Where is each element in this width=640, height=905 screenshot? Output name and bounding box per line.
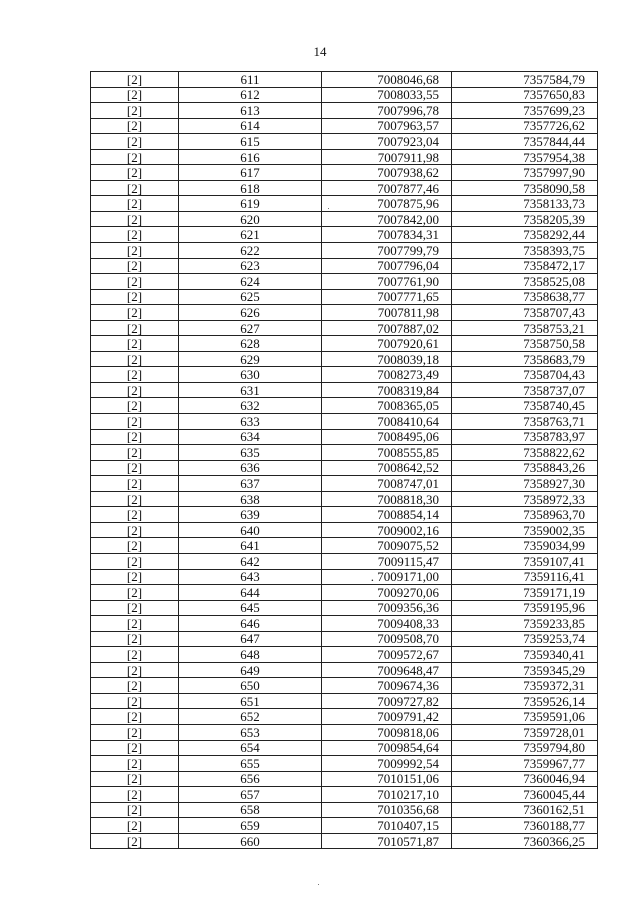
- x-coordinate-cell: 7008410,64: [322, 414, 452, 430]
- table-row: [91, 709, 598, 725]
- contour-ref-cell: [2]: [91, 740, 179, 756]
- page-number: 14: [313, 44, 327, 59]
- contour-ref-cell: [2]: [91, 382, 179, 398]
- y-coordinate-cell: 7359116,41: [452, 569, 598, 585]
- point-number-cell: 640: [179, 522, 322, 538]
- contour-ref-cell: [2]: [91, 802, 179, 818]
- table-row: [91, 180, 598, 196]
- table-row: [91, 662, 598, 678]
- point-number-cell: 630: [179, 367, 322, 383]
- x-coordinate-cell: 7007799,79: [322, 243, 452, 259]
- x-coordinate-cell: 7008273,49: [322, 367, 452, 383]
- table-row: [91, 445, 598, 461]
- y-coordinate-cell: 7358707,43: [452, 305, 598, 321]
- y-coordinate-cell: 7358740,45: [452, 398, 598, 414]
- contour-ref-cell: [2]: [91, 771, 179, 787]
- point-number-cell: 616: [179, 149, 322, 165]
- y-coordinate-cell: 7359591,06: [452, 709, 598, 725]
- table-row: [91, 631, 598, 647]
- y-coordinate-cell: 7358963,70: [452, 507, 598, 523]
- y-coordinate-cell: 7359340,41: [452, 647, 598, 663]
- table-row: [91, 320, 598, 336]
- point-number-cell: 615: [179, 134, 322, 150]
- point-number-cell: 647: [179, 631, 322, 647]
- table-row: [91, 118, 598, 134]
- contour-ref-cell: [2]: [91, 336, 179, 352]
- y-coordinate-cell: 7359195,96: [452, 600, 598, 616]
- contour-ref-cell: [2]: [91, 289, 179, 305]
- table-row: [91, 243, 598, 259]
- point-number-cell: 624: [179, 274, 322, 290]
- contour-ref-cell: [2]: [91, 429, 179, 445]
- table-row: [91, 818, 598, 834]
- point-number-cell: 653: [179, 724, 322, 740]
- x-coordinate-cell: 7008642,52: [322, 460, 452, 476]
- x-coordinate-cell: 7009356,36: [322, 600, 452, 616]
- contour-ref-cell: [2]: [91, 149, 179, 165]
- point-number-cell: 627: [179, 320, 322, 336]
- table-row: [91, 600, 598, 616]
- point-number-cell: 651: [179, 693, 322, 709]
- x-coordinate-cell: 7007842,00: [322, 211, 452, 227]
- contour-ref-cell: [2]: [91, 211, 179, 227]
- point-number-cell: 652: [179, 709, 322, 725]
- point-number-cell: 638: [179, 491, 322, 507]
- y-coordinate-cell: 7359233,85: [452, 616, 598, 632]
- scan-speck: [318, 884, 319, 885]
- y-coordinate-cell: 7360188,77: [452, 818, 598, 834]
- point-number-cell: 634: [179, 429, 322, 445]
- point-number-cell: 635: [179, 445, 322, 461]
- table-row: [91, 647, 598, 663]
- contour-ref-cell: [2]: [91, 180, 179, 196]
- x-coordinate-cell: 7008747,01: [322, 476, 452, 492]
- x-coordinate-cell: 7009854,64: [322, 740, 452, 756]
- point-number-cell: 633: [179, 414, 322, 430]
- x-coordinate-cell: 7007911,98: [322, 149, 452, 165]
- table-row: [91, 382, 598, 398]
- x-coordinate-cell: 7007920,61: [322, 336, 452, 352]
- contour-ref-cell: [2]: [91, 756, 179, 772]
- table-row: [91, 476, 598, 492]
- table-row: [91, 429, 598, 445]
- y-coordinate-cell: 7359372,31: [452, 678, 598, 694]
- contour-ref-cell: [2]: [91, 414, 179, 430]
- contour-ref-cell: [2]: [91, 818, 179, 834]
- x-coordinate-cell: 7010356,68: [322, 802, 452, 818]
- y-coordinate-cell: 7357650,83: [452, 87, 598, 103]
- x-coordinate-cell: 7008495,06: [322, 429, 452, 445]
- contour-ref-cell: [2]: [91, 274, 179, 290]
- x-coordinate-cell: 7007887,02: [322, 320, 452, 336]
- contour-ref-cell: [2]: [91, 476, 179, 492]
- y-coordinate-cell: 7358783,97: [452, 429, 598, 445]
- y-coordinate-cell: 7359253,74: [452, 631, 598, 647]
- point-number-cell: 648: [179, 647, 322, 663]
- y-coordinate-cell: 7358472,17: [452, 258, 598, 274]
- y-coordinate-cell: 7357726,62: [452, 118, 598, 134]
- point-number-cell: 611: [179, 72, 322, 88]
- x-coordinate-cell: 7010571,87: [322, 833, 452, 849]
- table-row: [91, 196, 598, 212]
- table-row: [91, 398, 598, 414]
- table-row: [91, 553, 598, 569]
- y-coordinate-cell: 7360046,94: [452, 771, 598, 787]
- y-coordinate-cell: 7359345,29: [452, 662, 598, 678]
- table-row: [91, 103, 598, 119]
- x-coordinate-cell: 7009075,52: [322, 538, 452, 554]
- point-number-cell: 650: [179, 678, 322, 694]
- y-coordinate-cell: 7358638,77: [452, 289, 598, 305]
- x-coordinate-cell: 7007811,98: [322, 305, 452, 321]
- point-number-cell: 656: [179, 771, 322, 787]
- x-coordinate-cell: 7008039,18: [322, 351, 452, 367]
- contour-ref-cell: [2]: [91, 724, 179, 740]
- contour-ref-cell: [2]: [91, 693, 179, 709]
- table-row: [91, 569, 598, 585]
- y-coordinate-cell: 7359002,35: [452, 522, 598, 538]
- contour-ref-cell: [2]: [91, 103, 179, 119]
- x-coordinate-cell: 7007761,90: [322, 274, 452, 290]
- contour-ref-cell: [2]: [91, 709, 179, 725]
- x-coordinate-cell: 7007877,46: [322, 180, 452, 196]
- x-coordinate-cell: 7009115,47: [322, 553, 452, 569]
- y-coordinate-cell: 7358683,79: [452, 351, 598, 367]
- table-row: [91, 367, 598, 383]
- point-number-cell: 639: [179, 507, 322, 523]
- x-coordinate-cell: 7007938,62: [322, 165, 452, 181]
- contour-ref-cell: [2]: [91, 320, 179, 336]
- x-coordinate-cell: 7007834,31: [322, 227, 452, 243]
- x-coordinate-cell: 7007963,57: [322, 118, 452, 134]
- y-coordinate-cell: 7357954,38: [452, 149, 598, 165]
- point-number-cell: 620: [179, 211, 322, 227]
- contour-ref-cell: [2]: [91, 258, 179, 274]
- y-coordinate-cell: 7357584,79: [452, 72, 598, 88]
- contour-ref-cell: [2]: [91, 460, 179, 476]
- point-number-cell: 619: [179, 196, 322, 212]
- point-number-cell: 646: [179, 616, 322, 632]
- point-number-cell: 649: [179, 662, 322, 678]
- table-row: [91, 507, 598, 523]
- x-coordinate-cell: 7008046,68: [322, 72, 452, 88]
- point-number-cell: 636: [179, 460, 322, 476]
- x-coordinate-cell: 7009002,16: [322, 522, 452, 538]
- point-number-cell: 642: [179, 553, 322, 569]
- point-number-cell: 613: [179, 103, 322, 119]
- x-coordinate-cell: 7007923,04: [322, 134, 452, 150]
- x-coordinate-cell: 7009508,70: [322, 631, 452, 647]
- contour-ref-cell: [2]: [91, 491, 179, 507]
- x-coordinate-cell: 7008033,55: [322, 87, 452, 103]
- y-coordinate-cell: 7357844,44: [452, 134, 598, 150]
- contour-ref-cell: [2]: [91, 787, 179, 803]
- x-coordinate-cell: 7009992,54: [322, 756, 452, 772]
- x-coordinate-cell: 7010407,15: [322, 818, 452, 834]
- x-coordinate-cell: 7009648,47: [322, 662, 452, 678]
- table-row: [91, 134, 598, 150]
- contour-ref-cell: [2]: [91, 522, 179, 538]
- y-coordinate-cell: 7357699,23: [452, 103, 598, 119]
- y-coordinate-cell: 7357997,90: [452, 165, 598, 181]
- point-number-cell: 628: [179, 336, 322, 352]
- point-number-cell: 654: [179, 740, 322, 756]
- contour-ref-cell: [2]: [91, 833, 179, 849]
- contour-ref-cell: [2]: [91, 196, 179, 212]
- table-row: [91, 771, 598, 787]
- x-coordinate-cell: 7009408,33: [322, 616, 452, 632]
- contour-ref-cell: [2]: [91, 647, 179, 663]
- x-coordinate-cell: 7009674,36: [322, 678, 452, 694]
- contour-ref-cell: [2]: [91, 87, 179, 103]
- y-coordinate-cell: 7358843,26: [452, 460, 598, 476]
- x-coordinate-cell: 7008555,85: [322, 445, 452, 461]
- table-row: [91, 87, 598, 103]
- x-coordinate-cell: 7007996,78: [322, 103, 452, 119]
- point-number-cell: 625: [179, 289, 322, 305]
- table-row: [91, 756, 598, 772]
- table-row: [91, 305, 598, 321]
- point-number-cell: 644: [179, 585, 322, 601]
- contour-ref-cell: [2]: [91, 72, 179, 88]
- contour-ref-cell: [2]: [91, 165, 179, 181]
- x-coordinate-cell: 7010151,06: [322, 771, 452, 787]
- table-row: [91, 274, 598, 290]
- table-row: [91, 802, 598, 818]
- point-number-cell: 612: [179, 87, 322, 103]
- table-row: [91, 787, 598, 803]
- y-coordinate-cell: 7360162,51: [452, 802, 598, 818]
- y-coordinate-cell: 7358822,62: [452, 445, 598, 461]
- table-row: [91, 227, 598, 243]
- x-coordinate-cell: 7009270,06: [322, 585, 452, 601]
- table-row: [91, 724, 598, 740]
- table-row: [91, 678, 598, 694]
- contour-ref-cell: [2]: [91, 118, 179, 134]
- contour-ref-cell: [2]: [91, 227, 179, 243]
- x-coordinate-cell: . 7009171,00: [322, 569, 452, 585]
- y-coordinate-cell: 7358763,71: [452, 414, 598, 430]
- contour-ref-cell: [2]: [91, 616, 179, 632]
- table-row: [91, 460, 598, 476]
- x-coordinate-cell: 7007796,04: [322, 258, 452, 274]
- table-row: [91, 585, 598, 601]
- y-coordinate-cell: 7360045,44: [452, 787, 598, 803]
- contour-ref-cell: [2]: [91, 507, 179, 523]
- x-coordinate-cell: 7009818,06: [322, 724, 452, 740]
- contour-ref-cell: [2]: [91, 585, 179, 601]
- table-row: [91, 522, 598, 538]
- contour-ref-cell: [2]: [91, 553, 179, 569]
- contour-ref-cell: [2]: [91, 398, 179, 414]
- table-row: [91, 538, 598, 554]
- y-coordinate-cell: 7360366,25: [452, 833, 598, 849]
- x-coordinate-cell: 7009727,82: [322, 693, 452, 709]
- y-coordinate-cell: 7358737,07: [452, 382, 598, 398]
- table-row: [91, 336, 598, 352]
- table-row: [91, 165, 598, 181]
- table-row: [91, 833, 598, 849]
- table-row: [91, 740, 598, 756]
- contour-ref-cell: [2]: [91, 569, 179, 585]
- y-coordinate-cell: 7359794,80: [452, 740, 598, 756]
- x-coordinate-cell: 7008854,14: [322, 507, 452, 523]
- x-coordinate-cell: 7007875,96: [322, 196, 452, 212]
- y-coordinate-cell: 7358292,44: [452, 227, 598, 243]
- table-row: [91, 616, 598, 632]
- y-coordinate-cell: 7359967,77: [452, 756, 598, 772]
- point-number-cell: 622: [179, 243, 322, 259]
- contour-ref-cell: [2]: [91, 351, 179, 367]
- point-number-cell: 618: [179, 180, 322, 196]
- x-coordinate-cell: 7009572,67: [322, 647, 452, 663]
- point-number-cell: 655: [179, 756, 322, 772]
- contour-ref-cell: [2]: [91, 367, 179, 383]
- contour-ref-cell: [2]: [91, 243, 179, 259]
- contour-ref-cell: [2]: [91, 631, 179, 647]
- y-coordinate-cell: 7358704,43: [452, 367, 598, 383]
- coordinates-table-body: [91, 72, 598, 849]
- table-row: [91, 149, 598, 165]
- point-number-cell: 645: [179, 600, 322, 616]
- point-number-cell: 621: [179, 227, 322, 243]
- table-row: [91, 289, 598, 305]
- point-number-cell: 617: [179, 165, 322, 181]
- x-coordinate-cell: 7008818,30: [322, 491, 452, 507]
- y-coordinate-cell: 7358750,58: [452, 336, 598, 352]
- contour-ref-cell: [2]: [91, 305, 179, 321]
- point-number-cell: 643: [179, 569, 322, 585]
- y-coordinate-cell: 7358927,30: [452, 476, 598, 492]
- table-row: [91, 693, 598, 709]
- y-coordinate-cell: 7358090,58: [452, 180, 598, 196]
- point-number-cell: 637: [179, 476, 322, 492]
- x-coordinate-cell: 7008365,05: [322, 398, 452, 414]
- point-number-cell: 657: [179, 787, 322, 803]
- y-coordinate-cell: 7359107,41: [452, 553, 598, 569]
- point-number-cell: 614: [179, 118, 322, 134]
- contour-ref-cell: [2]: [91, 678, 179, 694]
- contour-ref-cell: [2]: [91, 662, 179, 678]
- table-row: [91, 258, 598, 274]
- y-coordinate-cell: 7358205,39: [452, 211, 598, 227]
- point-number-cell: 629: [179, 351, 322, 367]
- point-number-cell: 623: [179, 258, 322, 274]
- table-row: [91, 72, 598, 88]
- y-coordinate-cell: 7358525,08: [452, 274, 598, 290]
- y-coordinate-cell: 7359171,19: [452, 585, 598, 601]
- scan-speck: [328, 208, 329, 209]
- y-coordinate-cell: 7358972,33: [452, 491, 598, 507]
- x-coordinate-cell: 7009791,42: [322, 709, 452, 725]
- coordinates-table: [90, 71, 598, 849]
- table-row: [91, 351, 598, 367]
- contour-ref-cell: [2]: [91, 445, 179, 461]
- y-coordinate-cell: 7359526,14: [452, 693, 598, 709]
- contour-ref-cell: [2]: [91, 600, 179, 616]
- point-number-cell: 641: [179, 538, 322, 554]
- contour-ref-cell: [2]: [91, 134, 179, 150]
- table-row: [91, 211, 598, 227]
- point-number-cell: 658: [179, 802, 322, 818]
- x-coordinate-cell: 7008319,84: [322, 382, 452, 398]
- y-coordinate-cell: 7359034,99: [452, 538, 598, 554]
- point-number-cell: 659: [179, 818, 322, 834]
- y-coordinate-cell: 7358393,75: [452, 243, 598, 259]
- point-number-cell: 660: [179, 833, 322, 849]
- point-number-cell: 632: [179, 398, 322, 414]
- point-number-cell: 631: [179, 382, 322, 398]
- point-number-cell: 626: [179, 305, 322, 321]
- y-coordinate-cell: 7359728,01: [452, 724, 598, 740]
- y-coordinate-cell: 7358133,73: [452, 196, 598, 212]
- x-coordinate-cell: 7010217,10: [322, 787, 452, 803]
- table-row: [91, 491, 598, 507]
- x-coordinate-cell: 7007771,65: [322, 289, 452, 305]
- y-coordinate-cell: 7358753,21: [452, 320, 598, 336]
- table-row: [91, 414, 598, 430]
- contour-ref-cell: [2]: [91, 538, 179, 554]
